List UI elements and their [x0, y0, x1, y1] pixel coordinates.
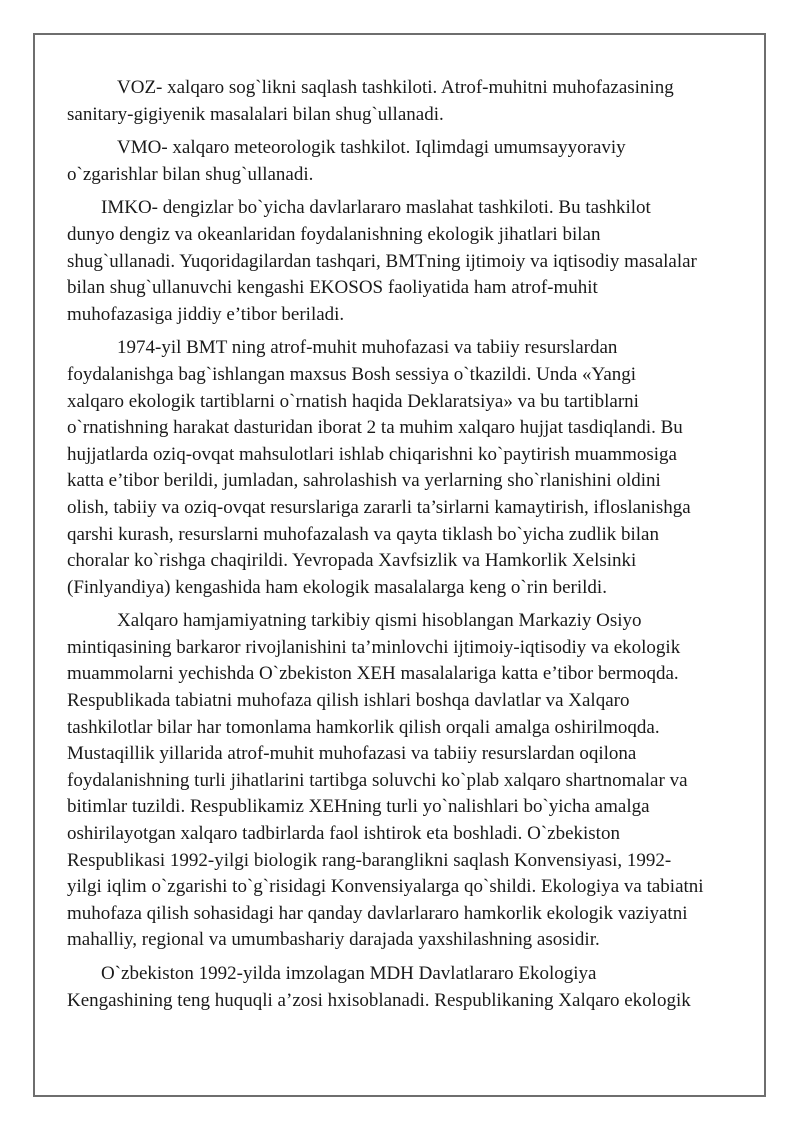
text-line: foydalanishning turli jihatlarini tartibga soluvchi ko`plab xalqaro shartnomalar va [67, 769, 688, 791]
text-line: IMKO- dengizlar bo`yicha davlarlararo maslahat tashkiloti. Bu tashkilot [101, 197, 651, 219]
text-line: katta e’tibor berildi, jumladan, sahrolashish va yerlarning sho`rlanishini oldini [67, 470, 661, 492]
text-line: dunyo dengiz va okeanlaridan foydalanishning ekologik jihatlari bilan [67, 223, 601, 245]
text-line: o`zgarishlar bilan shug`ullanadi. [67, 163, 314, 185]
text-line: bilan shug`ullanuvchi kengashi EKOSOS faoliyatida ham atrof-muhit [67, 277, 598, 299]
text-line: xalqaro ekologik tartiblarni o`rnatish haqida Deklaratsiya» va bu tartiblarni [67, 390, 639, 412]
text-line: muammolarni yechishda O`zbekiston XEH masalalariga katta e’tibor bermoqda. [67, 663, 679, 685]
text-line: VOZ- xalqaro sog`likni saqlash tashkiloti. Atrof-muhitni muhofazasining [117, 77, 674, 98]
text-line: O`zbekiston 1992-yilda imzolagan MDH Davlatlararo Ekologiya [101, 963, 597, 984]
text-line: Respublikada tabiatni muhofaza qilish ishlari boshqa davlatlar va Xalqaro [67, 690, 630, 712]
text-line: Mustaqillik yillarida atrof-muhit muhofazasi va tabiiy resurslardan oqilona [67, 743, 637, 765]
text-line: muhofazasiga jiddiy e’tibor beriladi. [67, 303, 345, 325]
paragraph [67, 195, 747, 328]
text-line: shug`ullanadi. Yuqoridagilardan tashqari, BMTning ijtimoiy va iqtisodiy masalalar [67, 250, 697, 272]
text-line: yilgi iqlim o`zgarishi to`g`risidagi Konvensiyalarga qo`shildi. Ekologiya va tabiatni [67, 876, 704, 898]
text-line: foydalanishga bag`ishlangan maxsus Bosh sessiya o`tkazildi. Unda «Yangi [67, 363, 637, 385]
text-line: olish, tabiiy va oziq-ovqat resurslariga zararli ta’sirlarni kamaytirish, ifloslanishga [67, 496, 691, 518]
paragraph [67, 608, 747, 954]
text-line: sanitary-gigiyenik masalalari bilan shug`ullanadi. [67, 103, 444, 125]
text-line: bitimlar tuzildi. Respublikamiz XEHning turli yo`nalishlari bo`yicha amalga [67, 796, 650, 818]
text-line: muhofaza qilish sohasidagi har qanday davlarlararo hamkorlik ekologik vaziyatni [67, 902, 688, 924]
text-line: Respublikasi 1992-yilgi biologik rang-baranglikni saqlash Konvensiyasi, 1992- [67, 849, 672, 871]
text-line: tashkilotlar bilar har tomonlama hamkorlik qilish orqali amalga oshirilmoqda. [67, 716, 660, 738]
text-line: oshirilayotgan xalqaro tadbirlarda faol ishtirok eta boshladi. O`zbekiston [67, 823, 620, 845]
text-line: mahalliy, regional va umumbashariy darajada yaxshilashning asosidir. [67, 929, 600, 951]
text-line: VMO- xalqaro meteorologik tashkilot. Iqlimdagi umumsayyoraviy [117, 137, 626, 159]
paragraph [67, 961, 747, 1014]
text-line: choralar ko`rishga chaqirildi. Yevropada Xavfsizlik va Hamkorlik Xelsinki [67, 550, 637, 572]
text-line: Kengashining teng huquqli a’zosi hxisoblanadi. Respublikaning Xalqaro ekologik [67, 989, 691, 1011]
paragraph [67, 335, 747, 601]
document-body [67, 75, 747, 1021]
text-line: qarshi kurash, resurslarni muhofazalash va qayta tiklash bo`yicha zudlik bilan [67, 523, 659, 545]
text-line: (Finlyandiya) kengashida ham ekologik masalalarga keng o`rin berildi. [67, 576, 607, 598]
text-line: 1974-yil BMT ning atrof-muhit muhofazasi va tabiiy resurslardan [117, 337, 618, 359]
paragraph [67, 135, 747, 188]
text-line: mintiqasining barkaror rivojlanishini ta’minlovchi ijtimoiy-iqtisodiy va ekologik [67, 636, 681, 658]
text-line: hujjatlarda oziq-ovqat mahsulotlari ishlab chiqarishni ko`paytirish muammosiga [67, 443, 677, 465]
paragraph [67, 75, 747, 128]
text-line: Xalqaro hamjamiyatning tarkibiy qismi hisoblangan Markaziy Osiyo [117, 610, 642, 632]
text-line: o`rnatishning harakat dasturidan iborat 2 ta muhim xalqaro hujjat tasdiqlandi. Bu [67, 417, 683, 439]
page-frame [33, 33, 766, 1097]
